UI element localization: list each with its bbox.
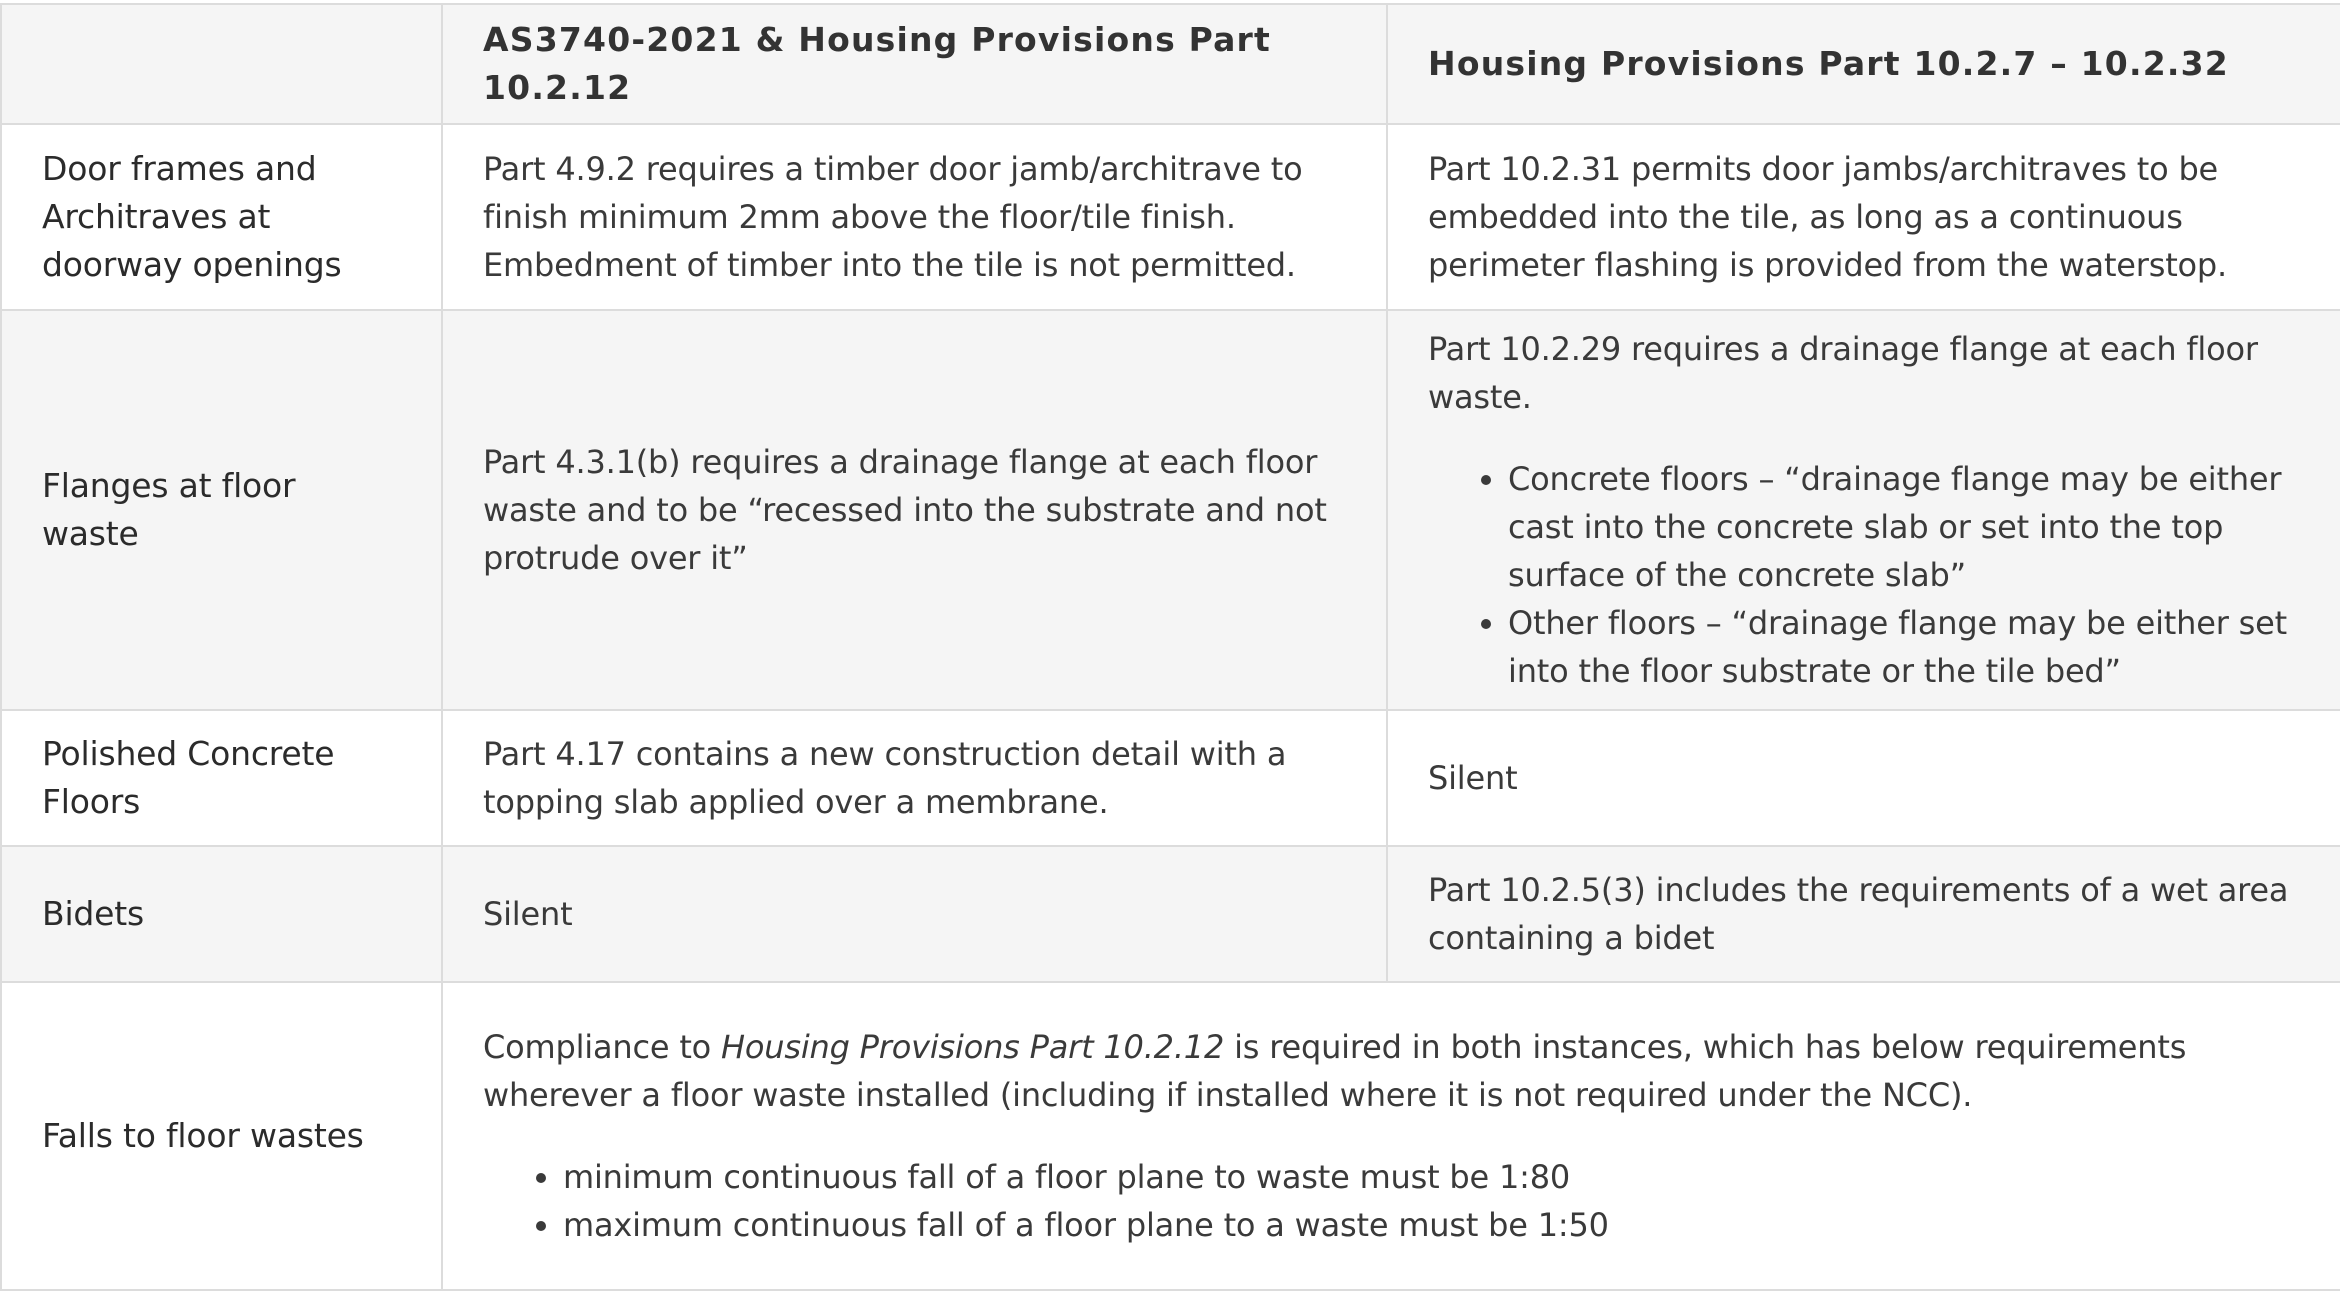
table-row-flanges — [1, 310, 2340, 710]
merged-intro-text — [483, 1023, 2300, 1119]
cell-housing-provisions: Silent — [1387, 710, 2340, 846]
table-header — [1, 4, 2340, 124]
cell-housing-provisions: Part 10.2.5(3) includes the requirements of a wet area containing a bidet — [1387, 846, 2340, 982]
list-item: • Other floors – “drainage flange may be either set into the floor substrate or the tile bed” — [1508, 599, 2300, 695]
header-cell-empty — [1, 4, 442, 124]
header-row — [1, 4, 2340, 124]
cell-as3740: Part 4.3.1(b) requires a drainage flange at each floor waste and to be “recessed into the substrate and not protrude over it” — [442, 310, 1387, 710]
list-item: • minimum continuous fall of a floor plane to waste must be 1:80 — [563, 1153, 2300, 1201]
header-cell-housing-provisions: Housing Provisions Part 10.2.7 – 10.2.32 — [1387, 4, 2340, 124]
row-label: Flanges at floor waste — [1, 310, 442, 710]
list-item: • Concrete floors – “drainage flange may be either cast into the concrete slab or set into the top surface of the concrete slab” — [1508, 455, 2300, 599]
cell-housing-provisions — [1387, 310, 2340, 710]
merged-suffix: is required in both instances, which has below requirements wherever a floor waste installed (including if installed where it is not required under the NCC). — [483, 1028, 2187, 1114]
table-row-door-frames — [1, 124, 2340, 310]
table-body — [1, 124, 2340, 1290]
cell-as3740: Part 4.9.2 requires a timber door jamb/architrave to finish minimum 2mm above the floor/tile finish. Embedment of timber into the tile is not permitted. — [442, 124, 1387, 310]
header-cell-as3740: AS3740-2021 & Housing Provisions Part 10.2.12 — [442, 4, 1387, 124]
list-item: • maximum continuous fall of a floor plane to a waste must be 1:50 — [563, 1201, 2300, 1249]
table-row-falls — [1, 982, 2340, 1290]
bullet-list — [1428, 455, 2300, 695]
bullet-list — [483, 1153, 2300, 1249]
merged-reference: Housing Provisions Part 10.2.12 — [721, 1028, 1225, 1066]
row-label: Bidets — [1, 846, 442, 982]
table-row-polished-concrete — [1, 710, 2340, 846]
cell-intro-text: Part 10.2.29 requires a drainage flange at each floor waste. — [1428, 330, 2258, 416]
comparison-table — [0, 3, 2340, 1291]
table-row-bidets — [1, 846, 2340, 982]
cell-housing-provisions: Part 10.2.31 permits door jambs/architraves to be embedded into the tile, as long as a continuous perimeter flashing is provided from the waterstop. — [1387, 124, 2340, 310]
cell-merged — [442, 982, 2340, 1290]
row-label: Polished Concrete Floors — [1, 710, 442, 846]
cell-as3740: Part 4.17 contains a new construction detail with a topping slab applied over a membrane. — [442, 710, 1387, 846]
row-label: Falls to floor wastes — [1, 982, 442, 1290]
merged-prefix: Compliance to — [483, 1028, 722, 1066]
cell-as3740: Silent — [442, 846, 1387, 982]
row-label: Door frames and Architraves at doorway openings — [1, 124, 442, 310]
